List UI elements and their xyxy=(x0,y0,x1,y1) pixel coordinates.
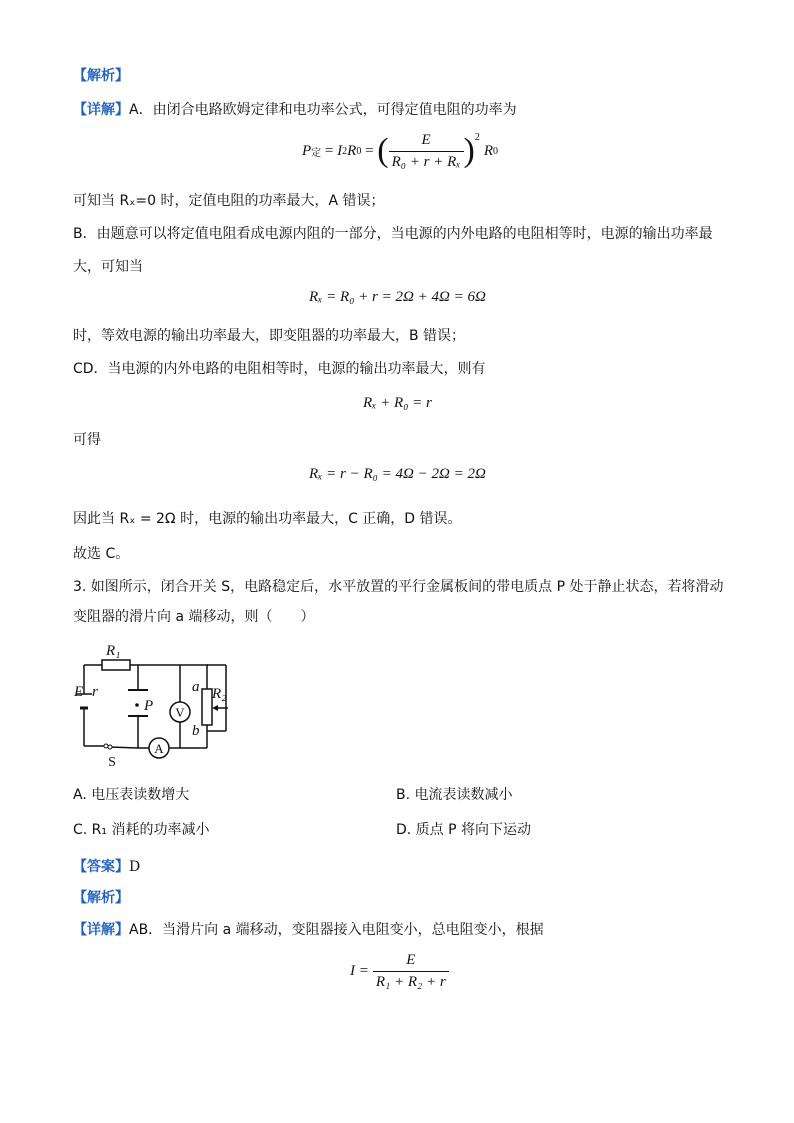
q3-stem-line1: 3. 如图所示，闭合开关 S，电路稳定后，水平放置的平行金属板间的带电质点 P 处于静止状态，若将滑动 xyxy=(73,579,724,595)
detail-a-text: A．由闭合电路欧姆定律和电功率公式，可得定值电阻的功率为 xyxy=(129,102,517,118)
kede-text: 可得 xyxy=(73,432,101,448)
equation-rx-plus-r0: Rₓ + R₀ = r xyxy=(363,395,432,411)
answer-line xyxy=(73,858,140,876)
switch-terminal xyxy=(104,744,108,748)
label-p: P xyxy=(144,698,154,714)
r1-resistor xyxy=(102,660,130,670)
label-a-terminal: a xyxy=(192,679,200,695)
circuit-diagram xyxy=(70,636,240,771)
answer-value: D xyxy=(129,859,141,875)
switch-terminal xyxy=(108,745,112,749)
equation-current: I = $\frac{E}{\text{R₁ + R₂ + r}}$ xyxy=(350,952,449,991)
choose-c: 故选 C。 xyxy=(73,546,130,562)
analysis-tag: 【解析】 xyxy=(73,68,129,84)
equation-power-r0: P 定 = I 2 R 0 = ( $\frac{E}{\text{R₀ + r + Rₓ}}$ ) $^2$ R 0 xyxy=(302,131,498,170)
detail-b-line2: 大，可知当 xyxy=(73,259,143,275)
option-c: C. R₁ 消耗的功率减小 xyxy=(73,822,210,838)
q3-detail-ab: AB．当滑片向 a 端移动，变阻器接入电阻变小，总电阻变小，根据 xyxy=(129,922,544,938)
q3-analysis-tag: 【解析】 xyxy=(73,890,129,906)
answer-tag: 【答案】 xyxy=(73,859,129,875)
label-e: E xyxy=(74,684,84,700)
q3-detail-line xyxy=(73,921,544,939)
detail-tag: 【详解】 xyxy=(73,102,129,118)
detail-a-line xyxy=(73,101,517,119)
equation-rx-6ohm: Rₓ = R₀ + r = 2Ω + 4Ω = 6Ω xyxy=(309,289,486,305)
option-d: D. 质点 P 将向下运动 xyxy=(396,822,532,838)
option-b: B. 电流表读数减小 xyxy=(396,787,513,803)
conclusion-a: 可知当 Rₓ=0 时，定值电阻的功率最大，A 错误； xyxy=(73,193,385,209)
ammeter-symbol: A xyxy=(154,741,164,756)
label-b-terminal: b xyxy=(192,723,200,739)
q3-stem-line2: 变阻器的滑片向 a 端移动，则（ ） xyxy=(73,609,315,625)
equation-rx-2ohm: Rₓ = r − R₀ = 4Ω − 2Ω = 2Ω xyxy=(309,466,486,482)
label-r: r xyxy=(92,684,98,700)
option-a: A. 电压表读数增大 xyxy=(73,787,190,803)
detail-cd: CD．当电源的内外电路的电阻相等时，电源的输出功率最大，则有 xyxy=(73,361,486,377)
label-switch-s: S xyxy=(108,755,116,770)
conclusion-b: 时，等效电源的输出功率最大，即变阻器的功率最大，B 错误； xyxy=(73,328,466,344)
voltmeter-symbol: V xyxy=(175,705,185,720)
charged-particle-dot xyxy=(135,703,139,707)
q3-detail-tag: 【详解】 xyxy=(73,922,129,938)
label-r1: R₁ xyxy=(106,643,121,659)
label-r2: R₂ xyxy=(212,686,227,702)
conclusion-cd: 因此当 Rₓ = 2Ω 时，电源的输出功率最大，C 正确，D 错误。 xyxy=(73,511,462,527)
detail-b-line1: B．由题意可以将定值电阻看成电源内阻的一部分，当电源的内外电路的电阻相等时，电源的输出功率最 xyxy=(73,226,713,242)
